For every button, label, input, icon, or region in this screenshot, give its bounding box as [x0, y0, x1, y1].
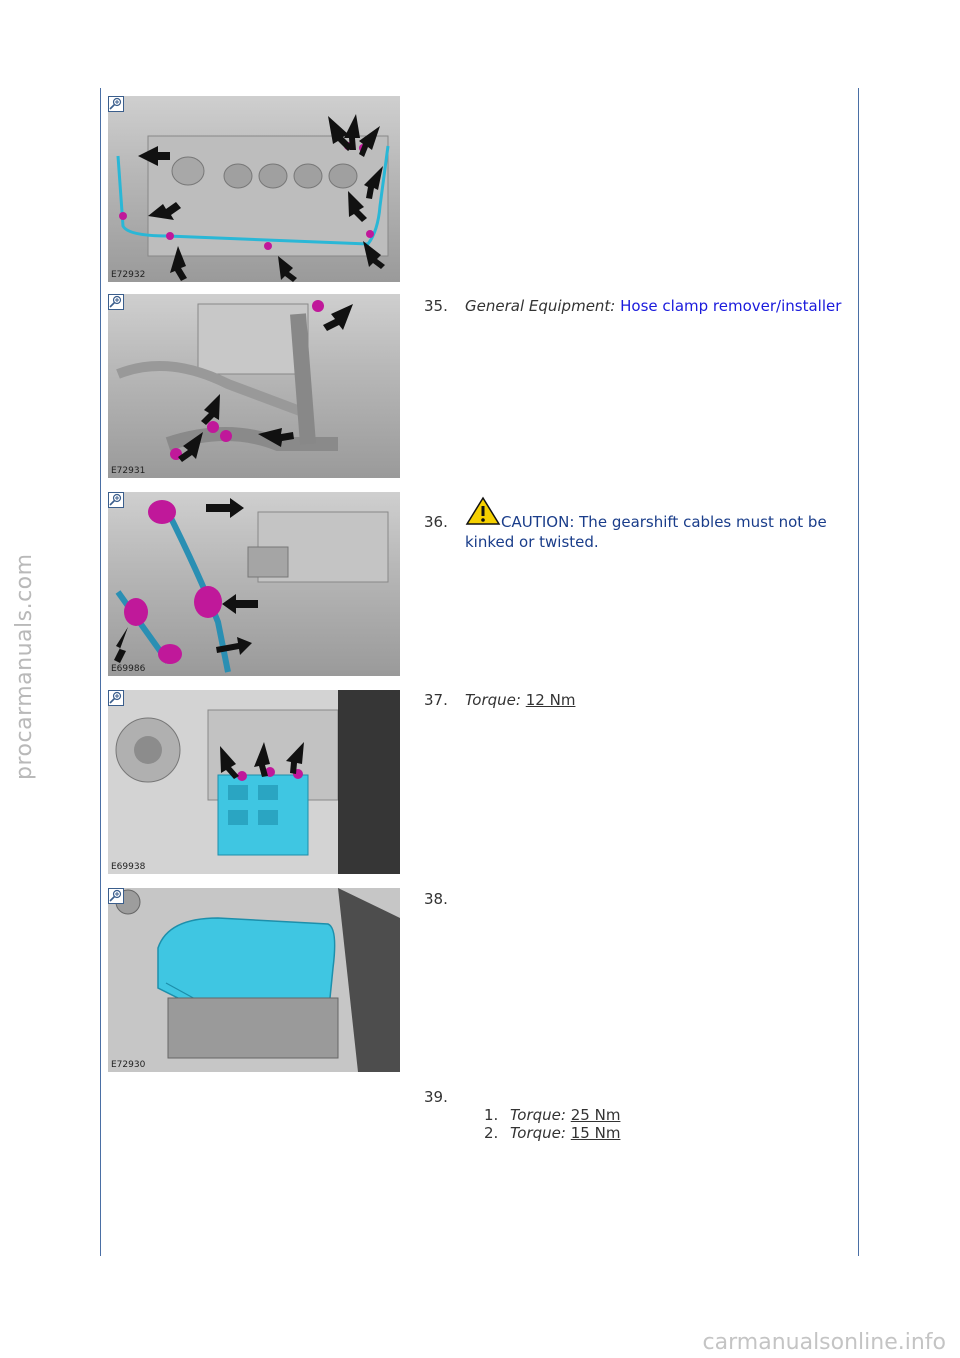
zoom-plus-icon[interactable] [108, 492, 124, 508]
figure-label: E69986 [111, 664, 146, 674]
left-margin-rule [100, 88, 101, 1256]
step-number: 39. [424, 1088, 448, 1106]
battery-cover-illustration [108, 888, 400, 1072]
sub-step-number: 1. [484, 1106, 499, 1124]
step-37 [424, 690, 844, 712]
step-number: 37. [424, 691, 448, 709]
step-38 [424, 889, 844, 911]
right-margin-rule [858, 88, 859, 1256]
torque-label: Torque: [510, 1106, 566, 1124]
zoom-plus-icon[interactable] [108, 96, 124, 112]
step-36 [424, 512, 844, 556]
zoom-plus-icon[interactable] [108, 690, 124, 706]
step-35 [424, 296, 844, 340]
general-equipment-label: General Equipment: [465, 297, 616, 315]
zoom-plus-icon[interactable] [108, 888, 124, 904]
engine-illustration [108, 96, 400, 282]
figure-label: E72932 [111, 270, 146, 280]
figure-e69986[interactable] [108, 492, 400, 676]
figure-e72930[interactable] [108, 888, 400, 1072]
step-number: 35. [424, 297, 448, 315]
caution-text: CAUTION: The gearshift cables must not be kinked or twisted. [465, 513, 827, 551]
figure-label: E69938 [111, 862, 146, 872]
torque-value[interactable]: 12 Nm [525, 691, 576, 709]
torque-label: Torque: [510, 1124, 566, 1142]
figure-label: E72930 [111, 1060, 146, 1070]
figure-label: E72931 [111, 466, 146, 476]
footer-watermark: carmanualsonline.info [702, 1330, 946, 1355]
gearshift-cable-illustration [108, 492, 400, 676]
step-number: 36. [424, 513, 448, 531]
fuse-box-illustration [108, 690, 400, 874]
step-39 [424, 1087, 844, 1147]
hose-clamp-tool-link[interactable]: Hose clamp remover/installer [620, 297, 842, 315]
torque-label: Torque: [465, 691, 521, 709]
torque-value[interactable]: 25 Nm [570, 1106, 621, 1124]
figure-e72931[interactable] [108, 294, 400, 478]
zoom-plus-icon[interactable] [108, 294, 124, 310]
figure-e69938[interactable] [108, 690, 400, 874]
step-number: 38. [424, 890, 448, 908]
side-watermark: procarmanuals.com [12, 553, 37, 780]
torque-value[interactable]: 15 Nm [570, 1124, 621, 1142]
sub-step-number: 2. [484, 1124, 499, 1142]
figure-e72932[interactable] [108, 96, 400, 282]
hose-illustration [108, 294, 400, 478]
